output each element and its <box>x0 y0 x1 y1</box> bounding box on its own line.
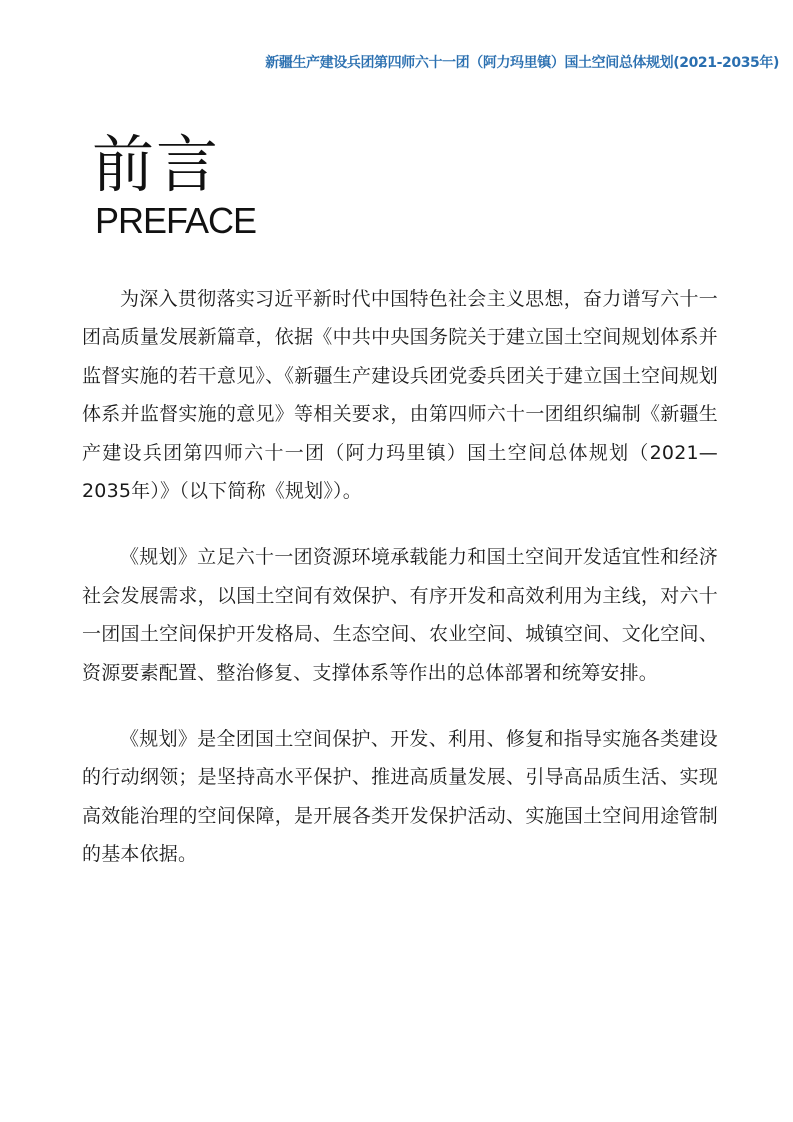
page-title-english: PREFACE <box>95 200 257 241</box>
running-header-title: 新疆生产建设兵团第四师六十一团（阿力玛里镇）国土空间总体规划(2021-2035年) <box>265 55 779 71</box>
body-text <box>82 280 718 902</box>
page-title-chinese: 前言 <box>92 128 221 201</box>
paragraph-2: 《规划》立足六十一团资源环境承载能力和国土空间开发适宜性和经济社会发展需求，以国土空间有效保护、有序开发和高效利用为主线，对六十一团国土空间保护开发格局、生态空间、农业空间、城镇空间、文化空间、资源要素配置、整治修复、支撑体系等作出的总体部署和统筹安排。 <box>82 546 718 684</box>
paragraph-1: 为深入贯彻落实习近平新时代中国特色社会主义思想，奋力谱写六十一团高质量发展新篇章，依据《中共中央国务院关于建立国土空间规划体系并监督实施的若干意见》、《新疆生产建设兵团党委兵团关于建立国土空间规划体系并监督实施的意见》等相关要求，由第四师六十一团组织编制《新疆生产建设兵团第四师六十一团（阿力玛里镇）国土空间总体规划（2021—2035年）》（以下简称《规划》）。 <box>82 288 718 503</box>
paragraph-3: 《规划》是全团国土空间保护、开发、利用、修复和指导实施各类建设的行动纲领；是坚持高水平保护、推进高质量发展、引导高品质生活、实现高效能治理的空间保障，是开展各类开发保护活动、实施国土空间用途管制的基本依据。 <box>82 728 718 866</box>
